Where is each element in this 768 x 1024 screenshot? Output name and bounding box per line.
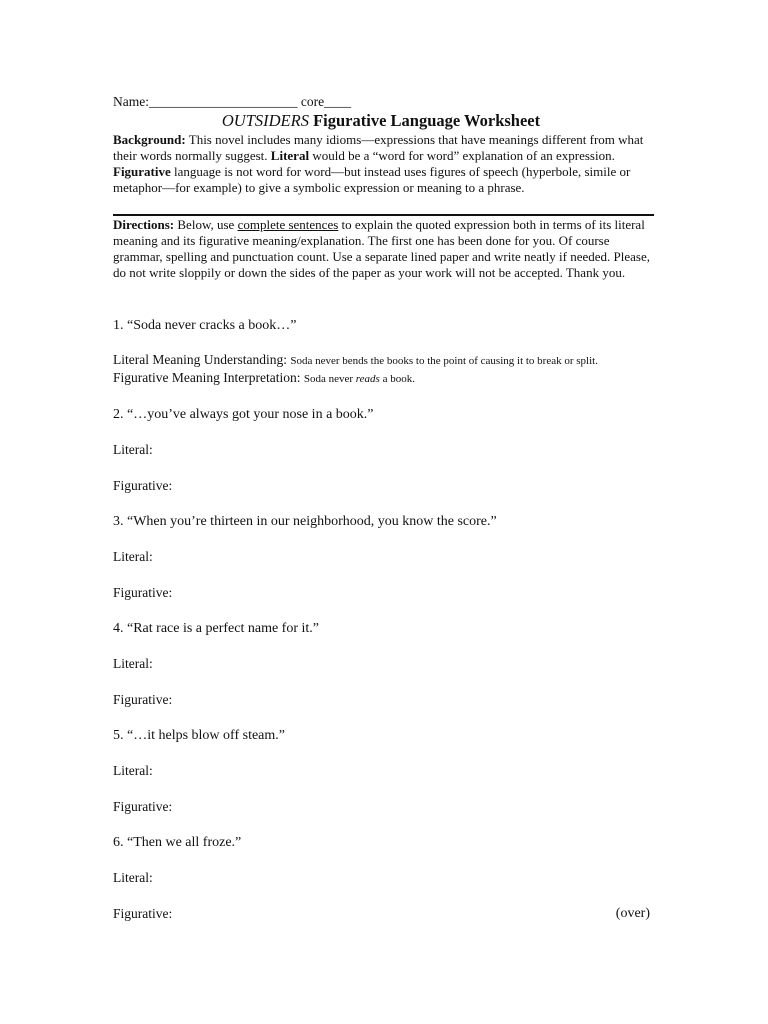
question-4: 4. “Rat race is a perfect name for it.” [113, 621, 320, 636]
title-book-name: OUTSIDERS [221, 111, 309, 130]
question-6: 6. “Then we all froze.” [113, 835, 242, 850]
question-3-figurative-label: Figurative: [113, 585, 173, 600]
background-label: Background: [113, 132, 186, 147]
directions-text-2: to explain the quoted expression both in terms of its literal meaning and its figurative meaning/explanation. The first one has been done for you. Of course grammar, spelling and punctuation count. Use a separate lined paper and write neatly if needed. Please, do not write sloppily or down the sides of the paper as your work will not be accepted. Thank you. [113, 217, 650, 280]
question-3-literal-label: Literal: [113, 549, 153, 564]
question-5-figurative-label: Figurative: [113, 799, 173, 814]
background-text-2: would be a “word for word” explanation of an expression. [309, 148, 615, 163]
page-title [113, 111, 649, 131]
question-4-literal-label: Literal: [113, 656, 153, 671]
example-figurative-answer: Soda never reads a book. [303, 373, 415, 385]
figurative-term: Figurative [113, 164, 171, 179]
literal-term: Literal [270, 148, 310, 163]
question-6-figurative-label: Figurative: [113, 906, 173, 921]
over-note: (over) [615, 906, 650, 921]
example-figurative-line [113, 370, 415, 386]
question-6-literal-label: Literal: [113, 870, 153, 885]
example-question: 1. “Soda never cracks a book…” [113, 318, 297, 333]
directions-underlined: complete sentences [237, 217, 339, 232]
background-paragraph [113, 132, 658, 196]
directions-text-1: Below, use [174, 217, 238, 232]
name-core-line: Name:______________________ core____ [113, 94, 352, 109]
directions-label: Directions: [113, 217, 175, 232]
directions-paragraph [113, 217, 658, 281]
example-figurative-label: Figurative Meaning Interpretation: [113, 370, 304, 385]
question-2-literal-label: Literal: [113, 442, 153, 457]
title-text: Figurative Language Worksheet [308, 111, 541, 130]
question-5: 5. “…it helps blow off steam.” [113, 728, 285, 743]
example-literal-label: Literal Meaning Understanding: [113, 352, 291, 367]
question-2: 2. “…you’ve always got your nose in a book.” [113, 407, 374, 422]
section-divider [113, 214, 654, 216]
question-2-figurative-label: Figurative: [113, 478, 173, 493]
example-literal-line [113, 352, 598, 368]
background-text-3: language is not word for word—but instead uses figures of speech (hyperbole, simile or metaphor—for example) to give a symbolic expression or meaning to a phrase. [113, 164, 631, 195]
background-text-1: This novel includes many idioms—expressions that have meanings different from what their words normally suggest. [113, 132, 644, 163]
example-literal-answer: Soda never bends the books to the point of causing it to break or split. [290, 355, 598, 367]
question-5-literal-label: Literal: [113, 763, 153, 778]
question-3: 3. “When you’re thirteen in our neighborhood, you know the score.” [113, 514, 497, 529]
question-4-figurative-label: Figurative: [113, 692, 173, 707]
